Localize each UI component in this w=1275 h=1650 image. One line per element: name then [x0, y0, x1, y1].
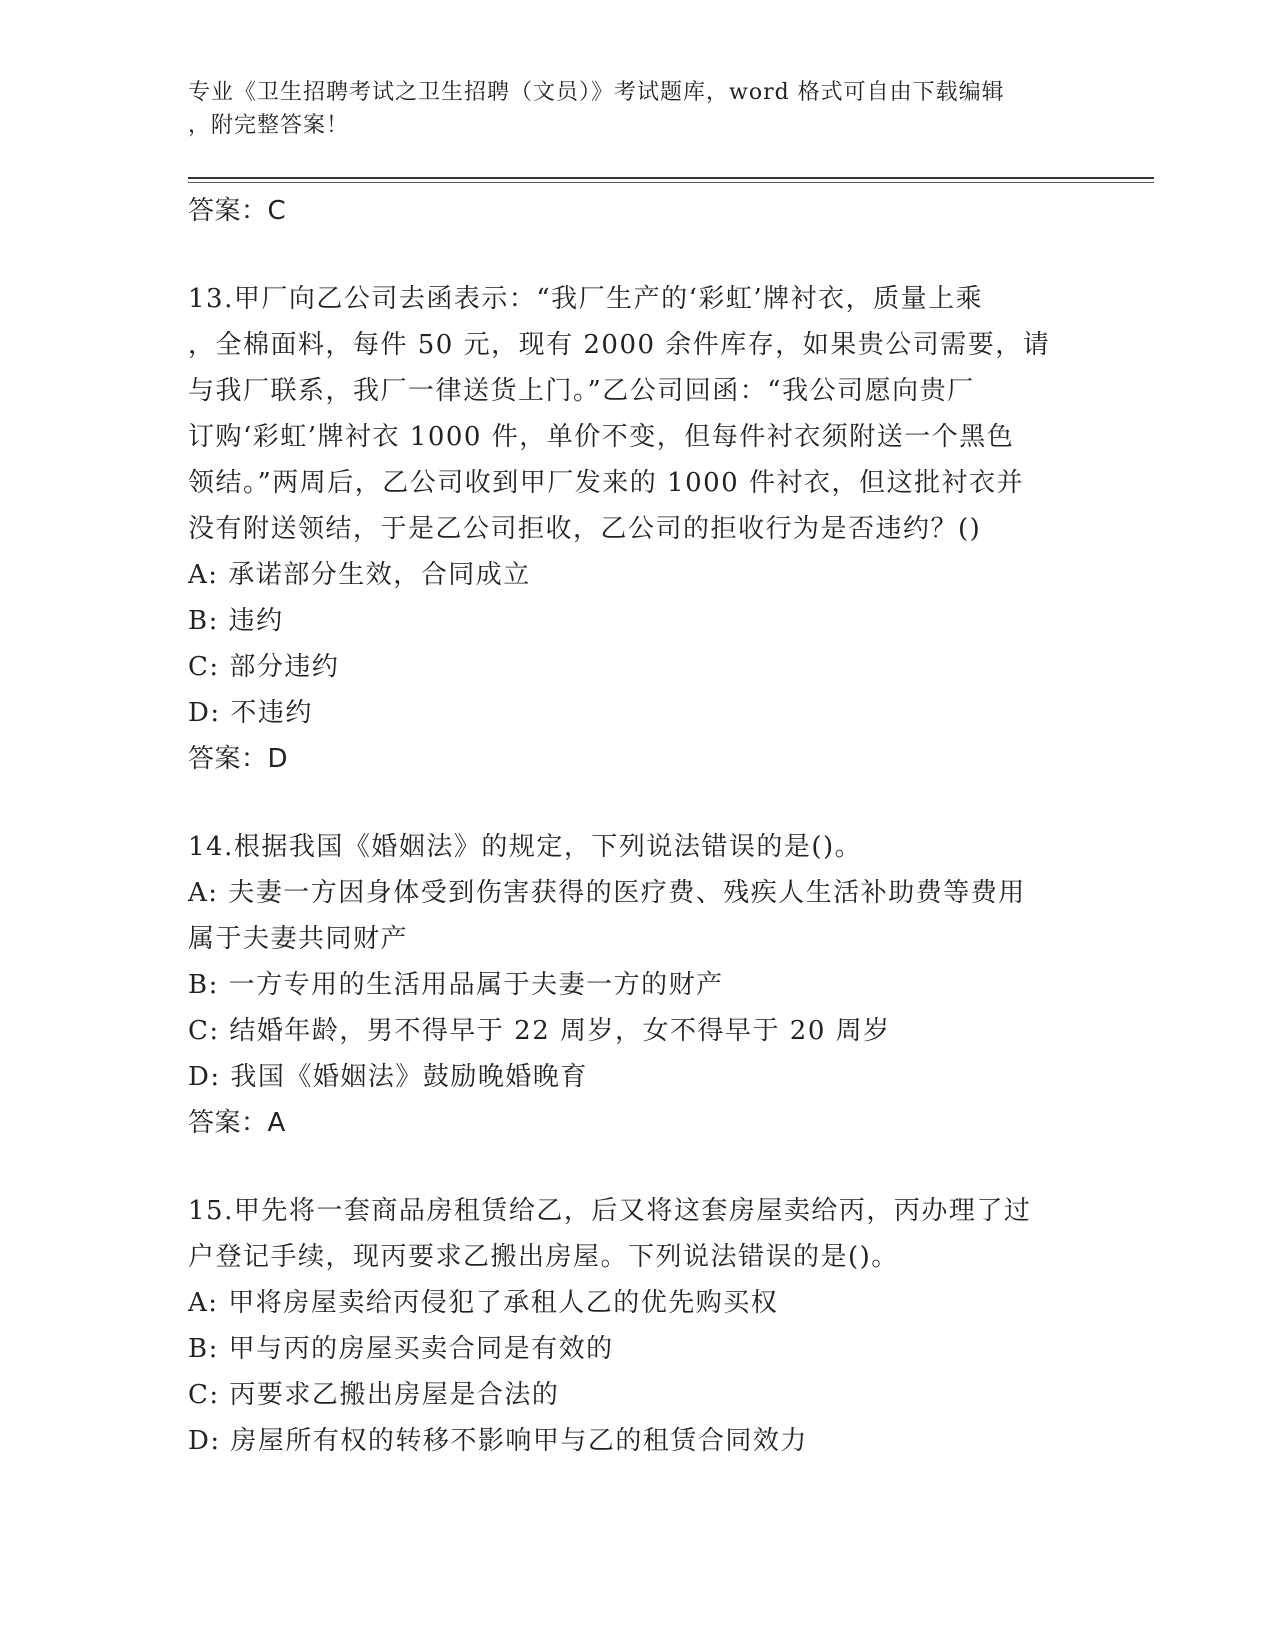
option-a: A: 承诺部分生效，合同成立	[188, 560, 531, 590]
option-a: A: 夫妻一方因身体受到伤害获得的医疗费、残疾人生活补助费等费用	[188, 878, 1026, 908]
question-13	[188, 276, 1088, 782]
question-text-line: 户登记手续，现丙要求乙搬出房屋。下列说法错误的是()。	[188, 1242, 899, 1272]
question-text-line: 13.甲厂向乙公司去函表示：“我厂生产的‘彩虹’牌衬衣，质量上乘	[188, 284, 984, 314]
option-d: D: 不违约	[188, 698, 313, 728]
option-c: C: 结婚年龄，男不得早于 22 周岁，女不得早于 20 周岁	[188, 1016, 891, 1046]
question-text-line: ，全棉面料，每件 50 元，现有 2000 余件库存，如果贵公司需要，请	[188, 330, 1051, 360]
question-14	[188, 824, 1088, 1146]
question-text-line: 与我厂联系，我厂一律送货上门。”乙公司回函：“我公司愿向贵厂	[188, 376, 975, 406]
question-15	[188, 1188, 1088, 1464]
question-text-line: 没有附送领结，于是乙公司拒收，乙公司的拒收行为是否违约？()	[188, 514, 982, 544]
block-spacer	[188, 1146, 1088, 1188]
answer-label: 答案：A	[188, 1108, 286, 1138]
option-b: B: 违约	[188, 606, 284, 636]
header-divider-thin	[188, 182, 1154, 183]
option-d: D: 房屋所有权的转移不影响甲与乙的租赁合同效力	[188, 1426, 808, 1456]
header-divider	[188, 177, 1154, 179]
answer-label: 答案：C	[188, 196, 287, 226]
block-spacer	[188, 782, 1088, 824]
header-line-2: ，附完整答案！	[188, 113, 350, 138]
answer-label: 答案：D	[188, 744, 289, 774]
question-text-line: 14.根据我国《婚姻法》的规定，下列说法错误的是()。	[188, 832, 863, 862]
option-b: B: 甲与丙的房屋买卖合同是有效的	[188, 1334, 614, 1364]
option-c: C: 部分违约	[188, 652, 340, 682]
option-b: B: 一方专用的生活用品属于夫妻一方的财产	[188, 970, 724, 1000]
question-text-line: 领结。”两周后，乙公司收到甲厂发来的 1000 件衬衣，但这批衬衣并	[188, 468, 1024, 498]
block-spacer	[188, 234, 1088, 276]
option-a: A: 甲将房屋卖给丙侵犯了承租人乙的优先购买权	[188, 1288, 779, 1318]
option-d: D: 我国《婚姻法》鼓励晚婚晚育	[188, 1062, 588, 1092]
option-c: C: 丙要求乙搬出房屋是合法的	[188, 1380, 560, 1410]
question-content	[188, 188, 1088, 1464]
header-line-1: 专业《卫生招聘考试之卫生招聘（文员）》考试题库，word 格式可自由下载编辑	[188, 80, 1005, 105]
document-header	[188, 76, 1088, 142]
question-text-line: 订购‘彩虹’牌衬衣 1000 件，单价不变，但每件衬衣须附送一个黑色	[188, 422, 1015, 452]
option-a-continued: 属于夫妻共同财产	[188, 924, 409, 954]
question-text-line: 15.甲先将一套商品房租赁给乙，后又将这套房屋卖给丙，丙办理了过	[188, 1196, 1032, 1226]
